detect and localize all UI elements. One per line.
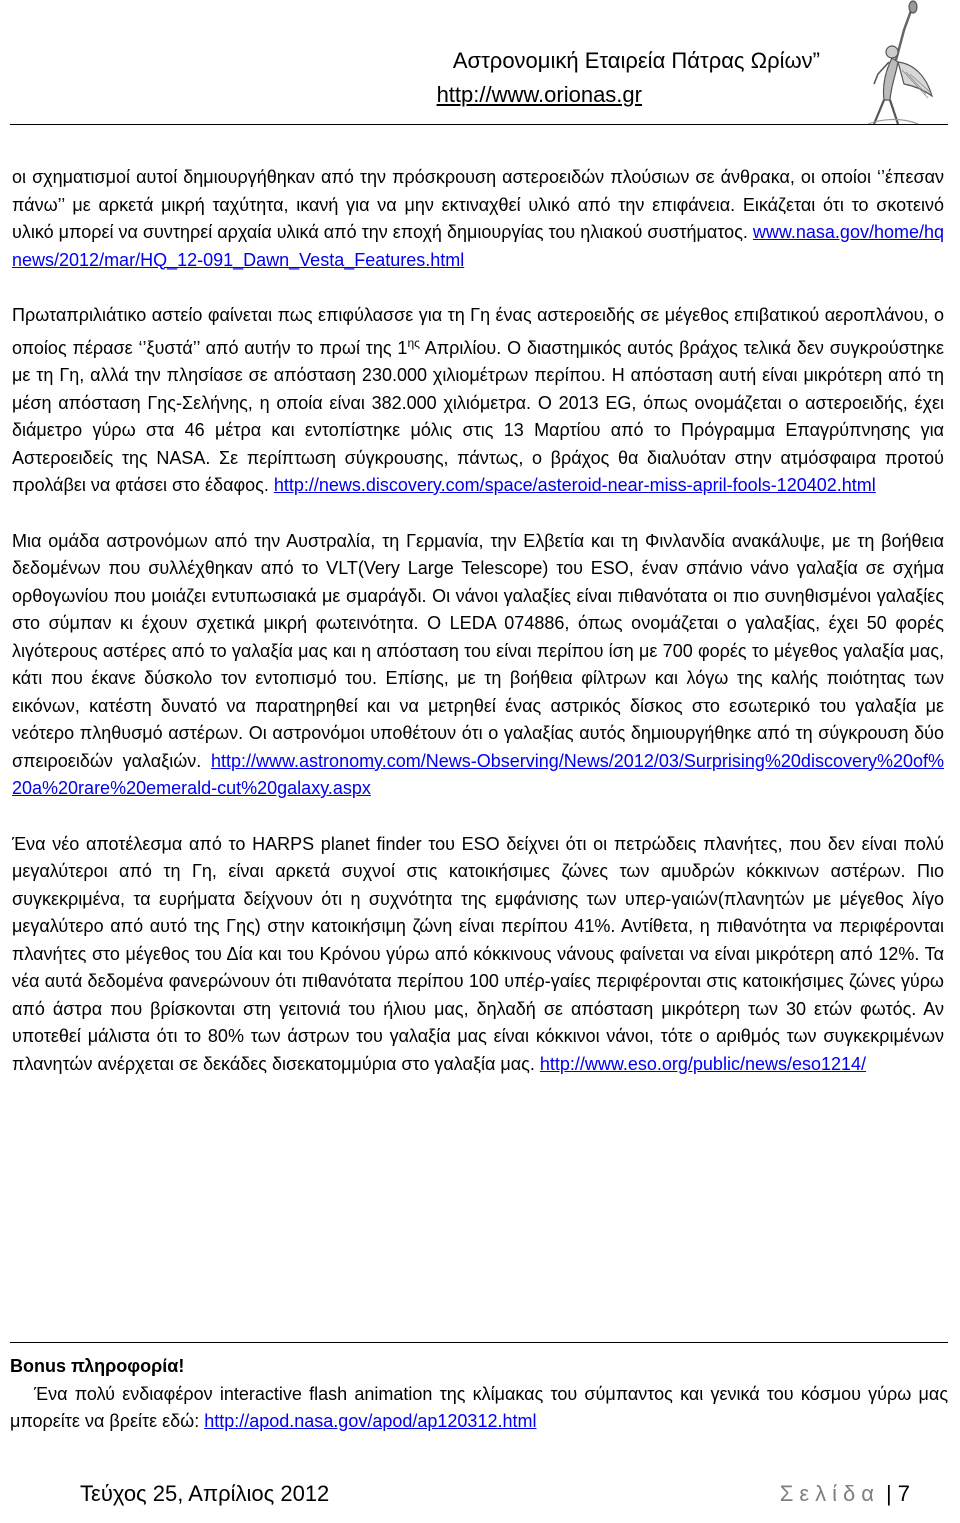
nasa-dawn-vesta-link[interactable]: www.nasa.gov/home/hqnews/2012/mar/HQ_12-091_Dawn_Vesta_Features.html xyxy=(12,222,944,270)
organization-title: Αστρονομική Εταιρεία Πάτρας Ωρίων” xyxy=(452,48,820,73)
apod-link[interactable]: http://apod.nasa.gov/apod/ap120312.html xyxy=(204,1411,537,1431)
bonus-box xyxy=(10,1342,948,1436)
paragraph-text: Απριλίου. Ο διαστημικός αυτός βράχος τελικά δεν συγκρούστηκε με τη Γη, αλλά την πλησίασε σε απόσταση 230.000 χιλιομέτρων περίπου. Η απόσταση αυτή είναι μικρότερη από τη μέση απόσταση Γης-Σελήνης, η οποία είναι 382.000 χιλιόμετρα. Ο 2013 EG, όπως ονομάζεται ο αστεροειδής, έχει διάμετρο γύρω στα 46 μέτρα και εντοπίστηκε μόλις στις 13 Μαρτίου από το Πρόγραμμα Επαγρύπνησης για Αστεροειδείς της NASA. Σε περίπτωση σύγκρουσης, πάντως, ο βράχος θα διαλυόταν στην ατμόσφαιρα προτού προλάβει να φτάσει στο έδαφος. xyxy=(12,337,945,495)
page-label: Σελίδα xyxy=(779,1481,881,1506)
paragraph-harps xyxy=(12,831,944,1079)
issue-label: Τεύχος 25, Απρίλιος 2012 xyxy=(80,1481,330,1506)
article-body xyxy=(12,164,944,1106)
paragraph-vesta xyxy=(12,164,944,274)
page-header xyxy=(0,0,960,128)
page-number: 7 xyxy=(897,1481,910,1506)
page-separator: | xyxy=(886,1481,892,1506)
paragraph-text: οι σχηματισμοί αυτοί δημιουργήθηκαν από την πρόσκρουση αστεροειδών πλούσιων σε άνθρακα, οι οποίοι ‘’έπεσαν πάνω’’ με αρκετά μικρή ταχύτητα, ικανή για να μην εκτιναχθεί υλικό από την επιφάνεια. Εικάζεται ότι το σκοτεινό υλικό μπορεί να συντηρεί αρχαία υλικά από την εποχή δημιουργίας του ηλιακού συστήματος. xyxy=(12,167,944,242)
eso-news-link[interactable]: http://www.eso.org/public/news/eso1214/ xyxy=(539,1053,867,1074)
astronomy-galaxy-link[interactable]: http://www.astronomy.com/News-Observing/News/2012/03/Surprising%20discovery%20of%20a%20rare%20emerald-cut%20galaxy.aspx xyxy=(12,750,944,798)
paragraph-text: Πρωταπριλιάτικο αστείο φαίνεται πως επιφύλασσε για τη Γη ένας αστεροειδής σε μέγεθος επιβατικού αεροπλάνου, ο οποίος πέρασε ‘’ξυστά’’ από αυτήν το πρωί της 1 xyxy=(12,305,944,358)
organization-url-link[interactable]: http://www.orionas.gr xyxy=(436,82,642,107)
bonus-body xyxy=(10,1381,948,1436)
orion-figure-logo-icon xyxy=(834,0,954,128)
page-indicator xyxy=(780,1481,910,1507)
discovery-asteroid-link[interactable]: http://news.discovery.com/space/asteroid-near-miss-april-fools-120402.html xyxy=(273,475,876,495)
paragraph-text: Μια ομάδα αστρονόμων από την Αυστραλία, τη Γερμανία, την Ελβετία και τη Φινλανδία ανακάλυψε, με τη βοήθεια δεδομένων που συλλέχθηκαν από το VLT(Very Large Telescope) του ESO, έναν σπάνιο νάνο γαλαξία σε σχήμα ορθογωνίου που μοιάζει εντυπωσιακά με σμαράγδι. Οι νάνοι γαλαξίες είναι πιθανότατα οι πιο συνηθισμένοι γαλαξίες στο σύμπαν κι έχουν σχετικά μικρή φωτεινότητα. Ο LEDA 074886, όπως ονομάζεται ο γαλαξίας, έχει 50 φορές λιγότερους αστέρες από το γαλαξία μας και η απόσταση του είναι περίπου ίση με 700 φορές το μέγεθος γαλαξία μας, κάτι που έκανε δύσκολο τον εντοπισμό του. Επίσης, με τη βοήθεια φίλτρων και λόγω της καλής ποιότητας των εικόνων, κατέστη δυνατό να παρατηρηθεί και να μετρηθεί ένας αστρικός δίσκος στο εσωτερικό του γαλαξία με νεότερο πληθυσμό αστέρων. Οι αστρονόμοι υποθέτουν ότι ο γαλαξίας αυτός δημιουργήθηκε από τη σύγκρουση δύο σπειροειδών γαλαξιών. xyxy=(12,530,944,771)
bonus-text: Ένα πολύ ενδιαφέρον interactive flash animation της κλίμακας του σύμπαντος και γενικά του κόσμου γύρω μας μπορείτε να βρείτε εδώ: xyxy=(10,1383,948,1431)
header-divider xyxy=(10,124,948,125)
bonus-title: Bonus πληροφορία! xyxy=(10,1356,185,1376)
paragraph-text: Ένα νέο αποτέλεσμα από το HARPS planet finder του ESO δείχνει ότι οι πετρώδεις πλανήτες, που δεν είναι πολύ μεγαλύτεροι από τη Γη, είναι αρκετά συχνοί στις κατοικήσιμες ζώνες των αμυδρών κόκκινων αστέρων. Πιο συγκεκριμένα, τα ευρήματα δείχνουν ότι η συχνότητα της εμφάνισης των υπερ-γαιών(πλανητών με μέγεθος λίγο μεγαλύτερο από αυτό της Γης) στην κατοικήσιμη ζώνη είναι περίπου 41%. Αντίθετα, η πιθανότητα να περιφέρονται πλανήτες στο μέγεθος του Δία και του Κρόνου γύρω από κόκκινους νάνους φαίνεται να είναι μικρότερη από 12%. Τα νέα αυτά δεδομένα φανερώνουν ότι πιθανότατα περίπου 100 υπέρ-γαίες περιφέρονται στις κατοικήσιμες ζώνες γύρω από άστρα που βρίσκονται στη γειτονιά του ήλιου μας, δηλαδή σε απόσταση μικρότερη των 30 ετών φωτός. Αν υποτεθεί μάλιστα ότι το 80% των άστρων του γαλαξία μας είναι κόκκινοι νάνοι, τότε ο αριθμός των συγκεκριμένων πλανητών ανέρχεται σε δεκάδες δισεκατομμύρια στο γαλαξία μας. xyxy=(12,833,944,1074)
paragraph-asteroid xyxy=(12,302,944,500)
ordinal-superscript: ης xyxy=(407,335,420,350)
paragraph-galaxy xyxy=(12,528,944,803)
